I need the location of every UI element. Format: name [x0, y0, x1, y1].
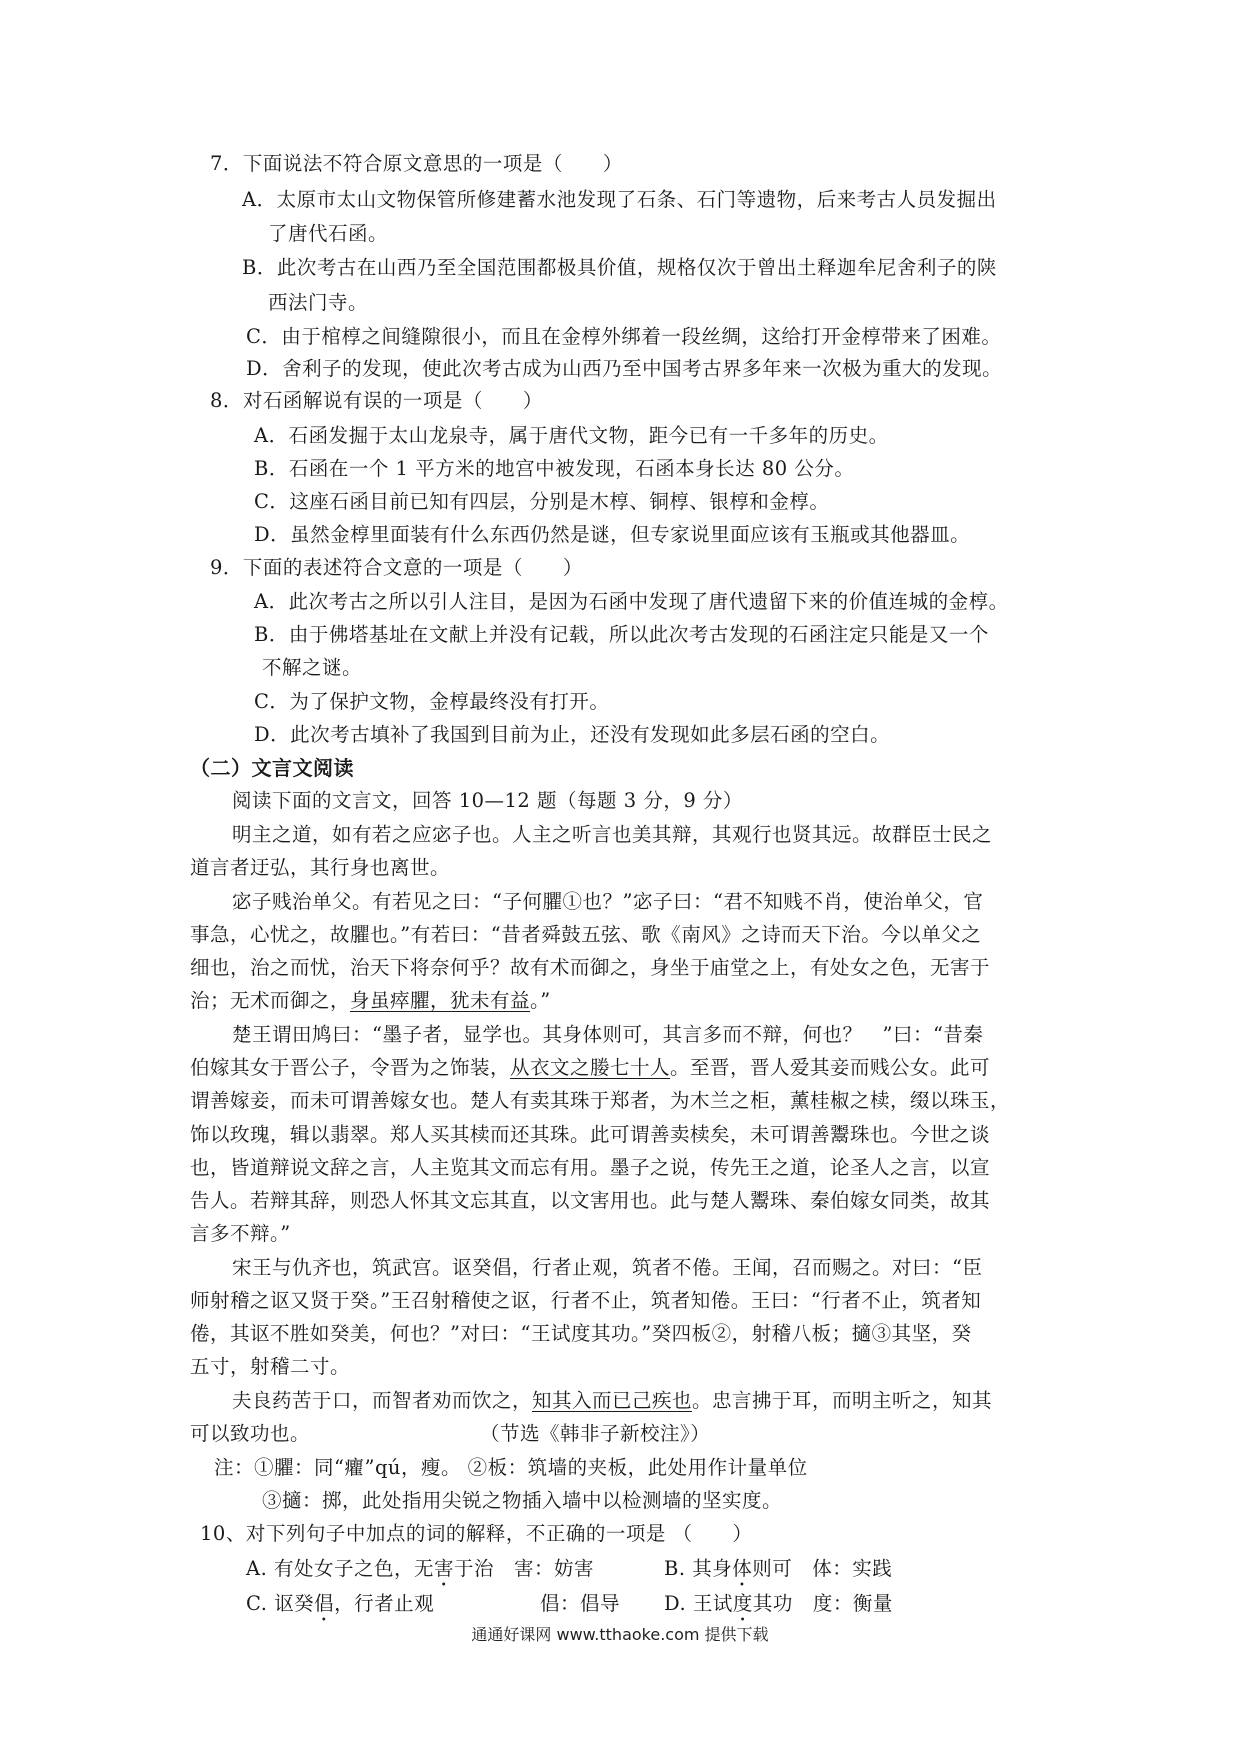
q7-option-b-line1: B．此次考古在山西乃至全国范围都极具价值，规格仅次于曾出土释迦牟尼舍利子的陕	[242, 256, 997, 279]
option-text: 则可 体：实践	[752, 1557, 893, 1580]
option-text: 于治 害：妨害	[454, 1557, 595, 1580]
q9-stem: 9．下面的表述符合文意的一项是（ ）	[210, 556, 583, 579]
option-text: B. 其身	[664, 1557, 733, 1580]
q10-option-c-gloss: 倡：倡导	[540, 1592, 621, 1615]
option-text: ，行者止观	[334, 1592, 435, 1615]
passage-p2-line3: 细也，治之而忧，治天下将奈何乎？故有术而御之，身坐于庙堂之上，有处女之色，无害于	[190, 956, 991, 979]
passage-p3-line4: 饰以玫瑰，辑以翡翠。郑人买其椟而还其珠。此可谓善卖椟矣，未可谓善鬻珠也。今世之谈	[190, 1123, 991, 1146]
q7-option-d: D．舍利子的发现，使此次考古成为山西乃至中国考古界多年来一次极为重大的发现。	[246, 357, 1003, 380]
passage-p3-line3: 谓善嫁妾，而未可谓善嫁女也。楚人有卖其珠于郑者，为木兰之柜，薰桂椒之椟，缀以珠玉，	[190, 1089, 1011, 1112]
passage-p2-line1: 宓子贱治单父。有若见之曰：“子何臞①也？”宓子曰：“君不知贱不肖，使治单父，官	[232, 890, 984, 913]
passage-p3-line5: 也，皆道辩说文辞之言，人主览其文而忘有用。墨子之说，传先王之道，论圣人之言，以宣	[190, 1156, 991, 1179]
underlined-sentence-2: 从衣文之媵七十人	[510, 1056, 671, 1079]
dotted-word: 体	[732, 1557, 753, 1580]
passage-p4-line3: 倦，其讴不胜如癸美，何也？”对曰：“王试度其功。”癸四板②，射稽八板；擿③其坚，癸	[190, 1322, 972, 1345]
passage-p1-line2: 道言者迂弘，其行身也离世。	[190, 856, 451, 879]
passage-p5-line2: 可以致功也。	[190, 1422, 311, 1445]
q7-stem: 7．下面说法不符合原文意思的一项是（ ）	[210, 152, 623, 175]
section-heading: （二）文言文阅读	[190, 756, 354, 780]
passage-text: 。”	[530, 989, 551, 1012]
passage-p4-line2: 师射稽之讴又贤于癸。”王召射稽使之讴，行者不止，筑者知倦。王曰：“行者不止，筑者知	[190, 1289, 982, 1312]
dotted-word: 害	[433, 1557, 454, 1580]
passage-source: （节选《韩非子新校注》）	[480, 1422, 711, 1445]
passage-text: 治；无术而御之，	[190, 989, 351, 1012]
q9-option-b-line1: B．由于佛塔基址在文献上并没有记载，所以此次考古发现的石函注定只能是又一个	[254, 623, 989, 646]
passage-p4-line1: 宋王与仇齐也，筑武宫。讴癸倡，行者止观，筑者不倦。王闻，召而赐之。对曰：“臣	[232, 1256, 983, 1279]
passage-p3-line1: 楚王谓田鸠曰：“墨子者，显学也。其身体则可，其言多而不辩，何也？ ”曰：“昔秦	[232, 1023, 984, 1046]
dotted-word: 度	[732, 1592, 753, 1615]
option-text: D. 王试	[664, 1592, 733, 1615]
underlined-sentence-1: 身虽瘁臞，犹未有益	[350, 989, 531, 1012]
page-footer: 通通好课网 www.tthaoke.com 提供下载	[471, 1625, 769, 1644]
passage-text: 。至晋，晋人爱其妾而贱公女。此可	[670, 1056, 991, 1079]
dotted-word: 倡	[314, 1592, 335, 1615]
option-text: A. 有处女子之色，无	[246, 1557, 434, 1580]
q10-option-d	[664, 1592, 893, 1626]
q8-option-c: C．这座石函目前已知有四层，分别是木椁、铜椁、银椁和金椁。	[254, 490, 830, 513]
option-text: C. 讴癸	[246, 1592, 315, 1615]
q8-option-b: B．石函在一个 1 平方米的地宫中被发现，石函本身长达 80 公分。	[254, 457, 855, 480]
q8-option-a: A．石函发掘于太山龙泉寺，属于唐代文物，距今已有一千多年的历史。	[254, 424, 889, 447]
q8-option-d: D．虽然金椁里面装有什么东西仍然是谜，但专家说里面应该有玉瓶或其他器皿。	[254, 523, 971, 546]
passage-p2-line4	[190, 989, 551, 1013]
q7-option-c: C．由于棺椁之间缝隙很小，而且在金椁外绑着一段丝绸，这给打开金椁带来了困难。	[246, 325, 1002, 348]
passage-p2-line2: 事急，心忧之，故臞也。”有若曰：“昔者舜鼓五弦、歌《南风》之诗而天下治。今以单父之	[190, 923, 982, 946]
q9-option-a: A．此次考古之所以引人注目，是因为石函中发现了唐代遗留下来的价值连城的金椁。	[254, 590, 1009, 613]
annotation-note-1: 注：①臞：同“癯”qú，瘦。 ②板：筑墙的夹板，此处用作计量单位	[214, 1456, 808, 1479]
q10-option-c	[246, 1592, 434, 1626]
q9-option-d: D．此次考古填补了我国到目前为止，还没有发现如此多层石函的空白。	[254, 723, 891, 746]
annotation-note-2: ③擿：掷，此处指用尖锐之物插入墙中以检测墙的坚实度。	[262, 1489, 783, 1512]
passage-p1-line1: 明主之道，如有若之应宓子也。人主之听言也美其辩，其观行也贤其远。故群臣士民之	[232, 823, 993, 846]
option-text: 其功 度：衡量	[752, 1592, 893, 1615]
passage-p3-line6: 告人。若辩其辞，则恐人怀其文忘其直，以文害用也。此与楚人鬻珠、秦伯嫁女同类，故其	[190, 1189, 991, 1212]
passage-p4-line4: 五寸，射稽二寸。	[190, 1355, 351, 1378]
passage-p3-line2	[190, 1056, 990, 1080]
q7-option-a-line2: 了唐代石函。	[268, 222, 389, 245]
q7-option-b-line2: 西法门寺。	[268, 291, 369, 314]
q10-option-a	[246, 1557, 594, 1591]
q8-stem: 8．对石函解说有误的一项是（ ）	[210, 389, 543, 412]
passage-text: 夫良药苦于口，而智者劝而饮之，	[232, 1389, 533, 1412]
underlined-sentence-3: 知其入而已己疾也	[532, 1389, 693, 1412]
q10-option-b	[664, 1557, 892, 1591]
q10-stem: 10、对下列句子中加点的词的解释，不正确的一项是 （ ）	[200, 1522, 753, 1545]
passage-text: 伯嫁其女于晋公子，令晋为之饰装，	[190, 1056, 511, 1079]
passage-text: 。忠言拂于耳，而明主听之，知其	[692, 1389, 993, 1412]
passage-p3-line7: 言多不辩。”	[190, 1222, 291, 1245]
q9-option-c: C．为了保护文物，金椁最终没有打开。	[254, 690, 610, 713]
q7-option-a-line1: A．太原市太山文物保管所修建蓄水池发现了石条、石门等遗物，后来考古人员发掘出	[242, 188, 997, 211]
section-instruction: 阅读下面的文言文，回答 10—12 题（每题 3 分，9 分）	[232, 789, 743, 812]
q9-option-b-line2: 不解之谜。	[262, 656, 363, 679]
passage-p5-line1	[232, 1389, 992, 1413]
